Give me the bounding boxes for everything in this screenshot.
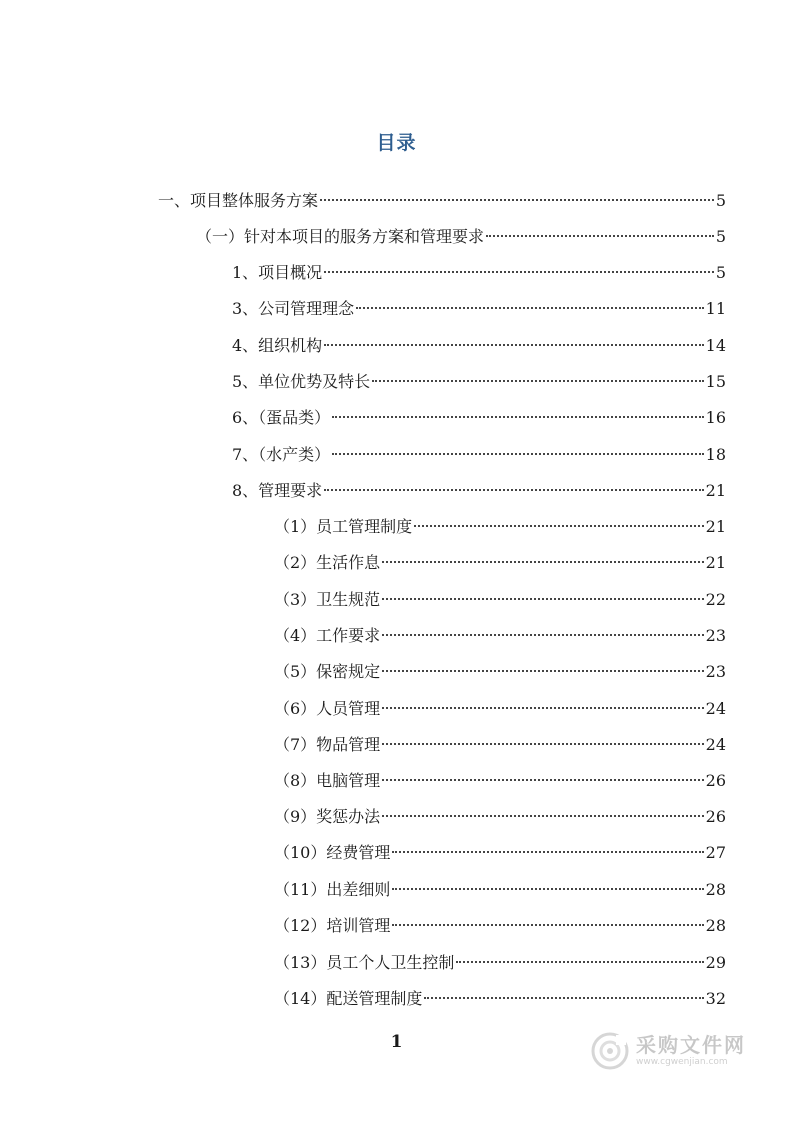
toc-entry-label: （13）员工个人卫生控制 (274, 953, 455, 972)
toc-entry-page: 24 (705, 735, 726, 754)
toc-entry-label: （9）奖惩办法 (274, 807, 381, 826)
toc-leader-dots (382, 561, 703, 563)
toc-entry[interactable] (274, 730, 726, 760)
toc-leader-dots (486, 235, 714, 237)
toc-leader-dots (324, 344, 703, 346)
toc-entry[interactable] (232, 294, 726, 324)
toc-entry-page: 16 (705, 408, 726, 427)
toc-leader-dots (372, 380, 703, 382)
toc-entry-label: （14）配送管理制度 (274, 989, 423, 1008)
toc-entry-label: （6）人员管理 (274, 699, 381, 718)
toc-leader-dots (382, 743, 703, 745)
toc-entry-page: 26 (705, 771, 726, 790)
toc-entry[interactable] (232, 258, 726, 288)
toc-leader-dots (332, 416, 703, 418)
toc-title: 目录 (376, 132, 417, 154)
watermark-brand: 采购文件网 (636, 1033, 746, 1057)
toc-entry-page: 5 (715, 191, 726, 210)
toc-leader-dots (382, 815, 703, 817)
toc-entry-label: （一）针对本项目的服务方案和管理要求 (196, 227, 485, 246)
toc-entry-label: 4、组织机构 (232, 336, 323, 355)
toc-entry[interactable] (274, 875, 726, 905)
toc-entry-page: 21 (705, 517, 726, 536)
toc-entry-label: 1、项目概况 (232, 263, 323, 282)
cgwenjian-logo-icon (590, 1031, 630, 1071)
toc-leader-dots (324, 489, 703, 491)
toc-entry[interactable] (274, 512, 726, 542)
toc-entry[interactable] (274, 621, 726, 651)
toc-leader-dots (382, 634, 703, 636)
toc-entry[interactable] (274, 984, 726, 1014)
toc-entry-page: 23 (705, 662, 726, 681)
toc-entry-label: 7、（水产类） (232, 445, 331, 464)
toc-leader-dots (382, 670, 703, 672)
toc-entry-page: 11 (705, 299, 726, 318)
toc-entry-page: 18 (705, 445, 726, 464)
toc-entry-label: （1）员工管理制度 (274, 517, 413, 536)
toc-entry[interactable] (158, 186, 726, 216)
toc-entry-page: 26 (705, 807, 726, 826)
toc-entry-label: （11）出差细则 (274, 880, 391, 899)
toc-leader-dots (332, 453, 703, 455)
toc-entry[interactable] (274, 948, 726, 978)
toc-entry[interactable] (232, 403, 726, 433)
toc-entry-label: 一、项目整体服务方案 (158, 191, 319, 210)
toc-entry-label: （8）电脑管理 (274, 771, 381, 790)
toc-entry[interactable] (274, 548, 726, 578)
toc-entry-page: 21 (705, 481, 726, 500)
toc-entry-page: 22 (705, 590, 726, 609)
toc-entry-label: （10）经费管理 (274, 843, 391, 862)
toc-entry[interactable] (274, 657, 726, 687)
toc-entry-page: 28 (705, 916, 726, 935)
toc-leader-dots (392, 924, 703, 926)
toc-leader-dots (382, 707, 703, 709)
toc-entry[interactable] (274, 694, 726, 724)
toc-entry-page: 14 (705, 336, 726, 355)
watermark-text (636, 1035, 746, 1067)
toc-leader-dots (392, 888, 703, 890)
toc-entry[interactable] (274, 766, 726, 796)
toc-entry-page: 15 (705, 372, 726, 391)
toc-entry-page: 5 (715, 227, 726, 246)
toc-entry-page: 24 (705, 699, 726, 718)
toc-entry-label: （3）卫生规范 (274, 590, 381, 609)
toc-entry-label: （4）工作要求 (274, 626, 381, 645)
toc-entry-label: （2）生活作息 (274, 553, 381, 572)
toc-entry-label: （5）保密规定 (274, 662, 381, 681)
toc-entry-page: 5 (715, 263, 726, 282)
toc-entry[interactable] (274, 838, 726, 868)
toc-leader-dots (414, 525, 703, 527)
page-number: 1 (390, 1032, 403, 1052)
toc-entry-page: 23 (705, 626, 726, 645)
watermark-url: www.cgwenjian.com (636, 1057, 728, 1067)
toc-entry-label: （12）培训管理 (274, 916, 391, 935)
toc-entry[interactable] (232, 440, 726, 470)
toc-entry-page: 28 (705, 880, 726, 899)
toc-leader-dots (382, 779, 703, 781)
toc-entry[interactable] (274, 802, 726, 832)
toc-entry[interactable] (232, 331, 726, 361)
toc-entry[interactable] (232, 367, 726, 397)
toc-entry-page: 29 (705, 953, 726, 972)
toc-entry-label: 6、（蛋品类） (232, 408, 331, 427)
toc-entry-label: 3、公司管理理念 (232, 299, 355, 318)
toc-entry[interactable] (196, 222, 726, 252)
toc-leader-dots (382, 598, 703, 600)
toc-entry[interactable] (274, 911, 726, 941)
toc-leader-dots (324, 271, 714, 273)
toc-entry-label: 5、单位优势及特长 (232, 372, 371, 391)
toc-leader-dots (392, 851, 703, 853)
toc-entry[interactable] (274, 585, 726, 615)
toc-entry-page: 21 (705, 553, 726, 572)
toc-entry-label: 8、管理要求 (232, 481, 323, 500)
toc-entry[interactable] (232, 476, 726, 506)
toc-entry-label: （7）物品管理 (274, 735, 381, 754)
toc-entry-page: 32 (705, 989, 726, 1008)
toc-entry-page: 27 (705, 843, 726, 862)
toc-leader-dots (356, 307, 703, 309)
toc-leader-dots (424, 997, 703, 999)
toc-leader-dots (456, 961, 703, 963)
toc-leader-dots (320, 199, 714, 201)
watermark (590, 1028, 760, 1074)
